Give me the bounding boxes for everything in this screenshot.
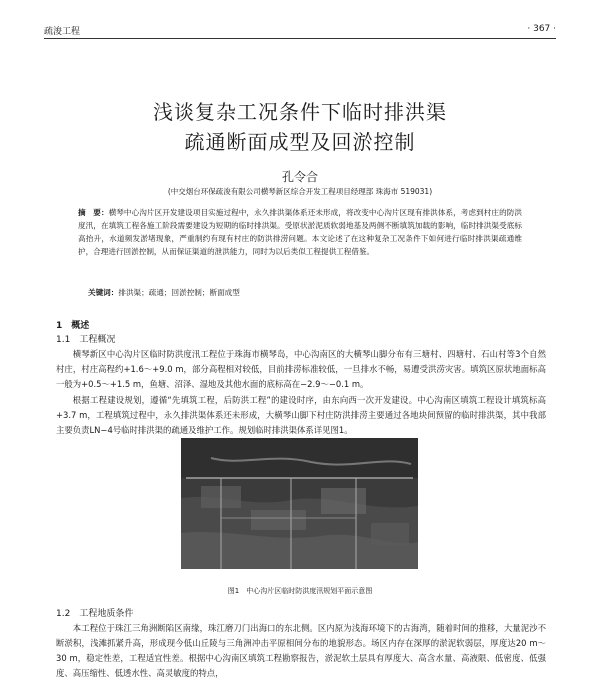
author-name: 孔令合 bbox=[281, 170, 318, 184]
title-line-1: 浅谈复杂工况条件下临时排洪渠 bbox=[153, 100, 447, 124]
abstract-text: 横琴中心沟片区开发建设项目实施过程中，永久排洪渠体系还未形成，将改变中心沟片区现有排洪体系，考虑到村庄的防洪度汛，在填筑工程各施工阶段需要建设为短期的临时排洪渠。受原状淤泥质软弱地基及两侧不断填筑加载的影响，临时排洪渠受底标高抬升，水道频发淤堵现象，严重制约有现有村庄的防洪排涝问题。本文论述了在这种复杂工况条件下如何进行临时排洪渠疏通维护，合理进行回淤控制，从而保证渠道的泄洪能力，同时为以后类似工程提供工程借鉴。 bbox=[78, 208, 522, 256]
author-affiliation: (中交烟台环保疏浚有限公司横琴新区综合开发工程项目经理部 珠海市 519031) bbox=[167, 187, 433, 196]
section-heading-1-1: 1.1 工程概况 bbox=[56, 335, 116, 345]
paragraph-project-overview: 横琴新区中心沟片区临时防洪度汛工程位于珠海市横琴岛，中心沟南区的大横琴山脚分布有三塘村、四塘村、石山村等3个自然村庄，村庄高程约+1.6～+9.0 m，部分高程相对较低，目前排涝标准较低，一旦排水不畅，易遭受洪涝灾害。填筑区原状地面标高一般为+0.5～+1.5 m，鱼塘、沼泽、湿地及其他水面的底标高在−2.9～−0.1 m。 bbox=[56, 349, 546, 389]
map-image bbox=[181, 438, 418, 569]
article-title bbox=[0, 97, 600, 157]
keywords bbox=[88, 287, 522, 298]
journal-name: 疏浚工程 bbox=[44, 27, 81, 37]
page-number: · 367 · bbox=[527, 24, 556, 34]
figure-1-caption: 图1 中心沟片区临时防洪度汛规划平面示意图 bbox=[227, 587, 373, 595]
paragraph-construction-plan: 根据工程建设规划，遵循“先填筑工程，后防洪工程”的建设时序，由东向西一次开发建设。中心沟南区填筑工程设计填筑标高+3.7 m，工程填筑过程中，永久排洪渠体系还未形成，大横琴山脚下村庄防洪排涝主要通过各地块间预留的临时排洪渠，其中我部主要负责LN−4号临时排洪渠的疏通及维护工作。规划临时排洪渠体系详见图1。 bbox=[56, 395, 546, 435]
keywords-label: 关键词： bbox=[88, 288, 119, 297]
keywords-text: 排洪渠；疏通；回淤控制；断面成型 bbox=[118, 288, 240, 297]
figure-1-satellite-map bbox=[181, 438, 418, 569]
abstract bbox=[78, 206, 522, 258]
abstract-label: 摘 要： bbox=[78, 208, 109, 217]
paragraph-geology: 本工程位于珠江三角洲断陷区南缘，珠江磨刀门出海口的东北侧。区内原为浅海环境下的古海湾，随着时间的推移，大量泥沙不断淤积，浅滩抓紧升高，形成现今低山丘陵与三角洲冲击平原相间分布的地貌形态。场区内存在深厚的淤泥软弱层，厚度达20 m～30 m，稳定性差，工程适宜性差。根据中心沟南区填筑工程勘察报告，淤泥软土层具有厚度大、高含水量、高液限、低密度、低强度、高压缩性、低透水性、高灵敏度的特点， bbox=[56, 623, 546, 678]
title-line-2: 疏通断面成型及回淤控制 bbox=[184, 130, 416, 154]
section-heading-1: 1 概述 bbox=[56, 321, 90, 331]
section-heading-1-2: 1.2 工程地质条件 bbox=[56, 609, 134, 619]
running-header bbox=[44, 22, 556, 39]
